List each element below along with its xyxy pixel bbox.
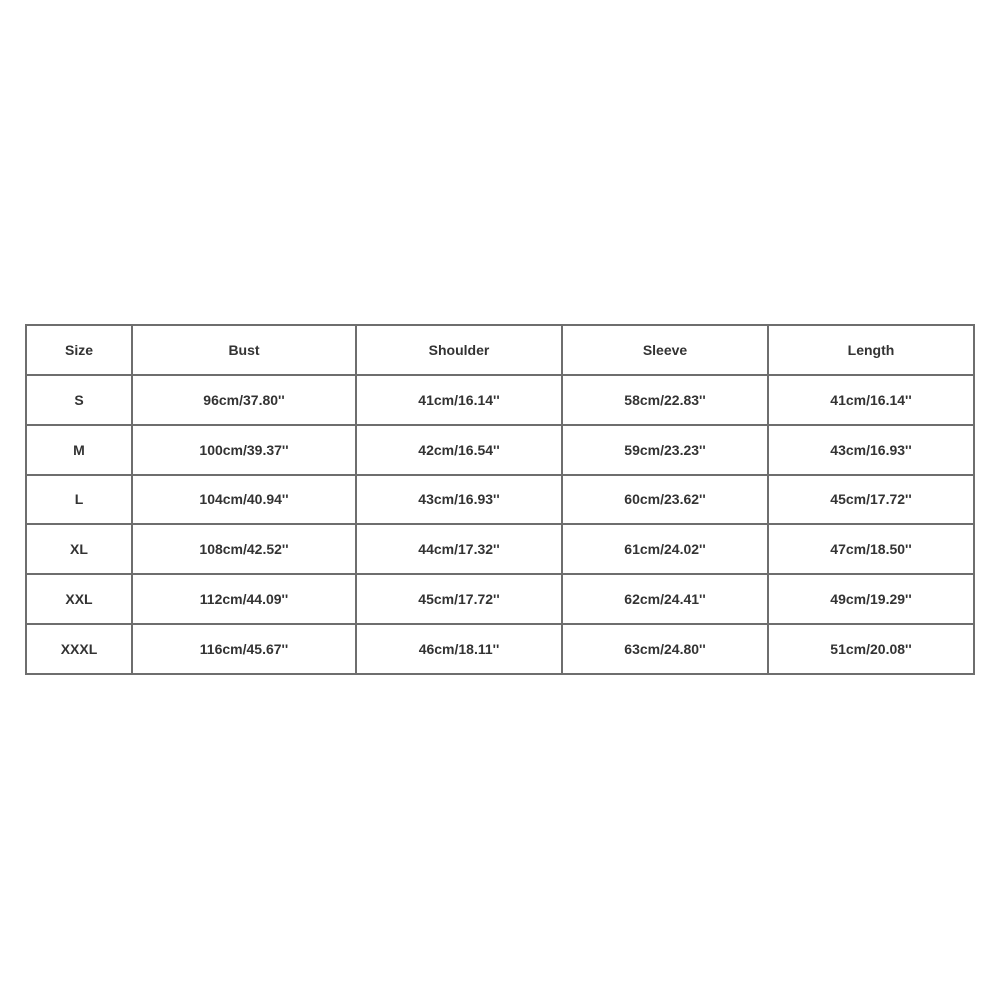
cell-size: XL <box>26 524 132 574</box>
cell-bust: 96cm/37.80'' <box>132 375 356 425</box>
cell-size: XXXL <box>26 624 132 674</box>
table-row <box>26 574 974 624</box>
table-row <box>26 475 974 525</box>
cell-sleeve: 60cm/23.62'' <box>562 475 768 525</box>
cell-bust: 100cm/39.37'' <box>132 425 356 475</box>
cell-shoulder: 42cm/16.54'' <box>356 425 562 475</box>
cell-sleeve: 58cm/22.83'' <box>562 375 768 425</box>
cell-bust: 104cm/40.94'' <box>132 475 356 525</box>
cell-bust: 108cm/42.52'' <box>132 524 356 574</box>
table-row <box>26 425 974 475</box>
cell-size: S <box>26 375 132 425</box>
cell-length: 51cm/20.08'' <box>768 624 974 674</box>
cell-length: 45cm/17.72'' <box>768 475 974 525</box>
size-chart-table <box>25 324 975 675</box>
cell-length: 43cm/16.93'' <box>768 425 974 475</box>
cell-sleeve: 62cm/24.41'' <box>562 574 768 624</box>
cell-shoulder: 44cm/17.32'' <box>356 524 562 574</box>
table-row <box>26 524 974 574</box>
header-length: Length <box>768 325 974 375</box>
cell-shoulder: 46cm/18.11'' <box>356 624 562 674</box>
table-row <box>26 624 974 674</box>
header-size: Size <box>26 325 132 375</box>
cell-size: L <box>26 475 132 525</box>
header-bust: Bust <box>132 325 356 375</box>
cell-length: 41cm/16.14'' <box>768 375 974 425</box>
cell-shoulder: 45cm/17.72'' <box>356 574 562 624</box>
cell-length: 47cm/18.50'' <box>768 524 974 574</box>
cell-size: XXL <box>26 574 132 624</box>
table-row <box>26 375 974 425</box>
header-shoulder: Shoulder <box>356 325 562 375</box>
table-header-row <box>26 325 974 375</box>
cell-size: M <box>26 425 132 475</box>
cell-bust: 112cm/44.09'' <box>132 574 356 624</box>
cell-sleeve: 61cm/24.02'' <box>562 524 768 574</box>
cell-length: 49cm/19.29'' <box>768 574 974 624</box>
cell-shoulder: 41cm/16.14'' <box>356 375 562 425</box>
cell-sleeve: 59cm/23.23'' <box>562 425 768 475</box>
header-sleeve: Sleeve <box>562 325 768 375</box>
cell-shoulder: 43cm/16.93'' <box>356 475 562 525</box>
cell-sleeve: 63cm/24.80'' <box>562 624 768 674</box>
cell-bust: 116cm/45.67'' <box>132 624 356 674</box>
